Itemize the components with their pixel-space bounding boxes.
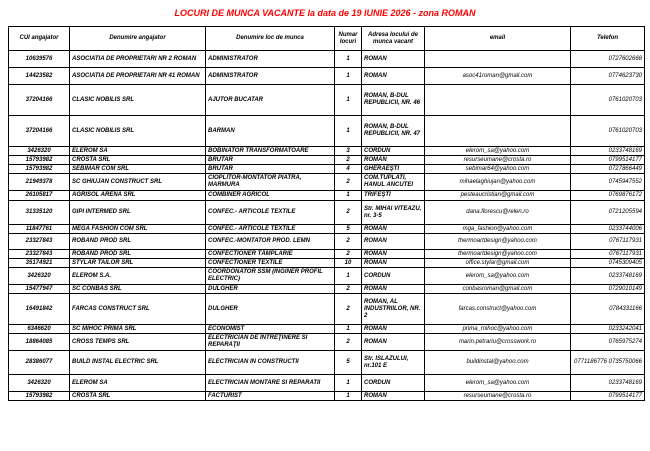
- table-row: [9, 392, 645, 401]
- cell-cui: 23327843: [9, 250, 70, 259]
- cell-job: CONFECTIONER TÂMPLĂRIE: [206, 250, 335, 259]
- cell-positions: 5: [335, 225, 362, 234]
- cell-job: CONFEC.- ARTICOLE TEXTILE: [206, 201, 335, 225]
- table-row: [9, 174, 645, 191]
- cell-employer: STYLAR TAILOR SRL: [70, 259, 206, 268]
- cell-phone: 0761020703: [571, 116, 645, 147]
- cell-email: elerom_sa@yahoo.com: [425, 268, 571, 285]
- cell-email: marin.petrariu@crosswork.ro: [425, 334, 571, 351]
- table-row: [9, 334, 645, 351]
- cell-employer: FARCAS CONSTRUCT SRL: [70, 294, 206, 325]
- cell-email: asoc41roman@gmail.com: [425, 68, 571, 85]
- cell-cui: 37204166: [9, 116, 70, 147]
- cell-email: elerom_sa@yahoo.com: [425, 147, 571, 156]
- cell-positions: 2: [335, 174, 362, 191]
- cell-email: sebimar64@yahoo.com: [425, 165, 571, 174]
- cell-employer: GIPI INTERMED SRL: [70, 201, 206, 225]
- cell-email: resurseumane@crosta.ro: [425, 156, 571, 165]
- cell-cui: 23327843: [9, 234, 70, 250]
- table-row: [9, 268, 645, 285]
- table-row: [9, 234, 645, 250]
- table-row: [9, 285, 645, 294]
- cell-phone: 0765975274: [571, 334, 645, 351]
- cell-phone: 0767117931: [571, 234, 645, 250]
- cell-phone: 0721205594: [571, 201, 645, 225]
- cell-address: ROMAN: [362, 225, 425, 234]
- cell-address: ROMAN: [362, 68, 425, 85]
- cell-employer: SC MIHOC PRIMA SRL: [70, 325, 206, 334]
- cell-job: BRUTAR: [206, 156, 335, 165]
- cell-employer: SC GHIUJAN CONSTRUCT SRL: [70, 174, 206, 191]
- cell-job: ECONOMIST: [206, 325, 335, 334]
- cell-positions: 10: [335, 259, 362, 268]
- cell-cui: 26105817: [9, 191, 70, 201]
- table-header-row: [9, 27, 645, 51]
- cell-phone: 0745309405: [571, 259, 645, 268]
- cell-job: FACTURIST: [206, 392, 335, 401]
- cell-positions: 1: [335, 375, 362, 392]
- cell-cui: 15793982: [9, 156, 70, 165]
- cell-cui: 35174921: [9, 259, 70, 268]
- cell-address: ROMAN: [362, 51, 425, 68]
- cell-address: ROMAN, B-DUL REPUBLICII, NR. 46: [362, 85, 425, 116]
- header-email: email: [425, 27, 571, 51]
- cell-phone: 0233748169: [571, 147, 645, 156]
- cell-cui: 15477947: [9, 285, 70, 294]
- vacancies-table: [8, 26, 645, 401]
- cell-email: dana.florescu@relen.ro: [425, 201, 571, 225]
- cell-address: CORDUN: [362, 268, 425, 285]
- cell-email: elerom_sa@yahoo.com: [425, 375, 571, 392]
- cell-email: farcas.construct@yahoo.com: [425, 294, 571, 325]
- cell-cui: 11847761: [9, 225, 70, 234]
- cell-phone: 0769876172: [571, 191, 645, 201]
- cell-cui: 10639576: [9, 51, 70, 68]
- cell-cui: 28386077: [9, 351, 70, 375]
- table-row: [9, 259, 645, 268]
- cell-phone: 0233744006: [571, 225, 645, 234]
- cell-job: DULGHER: [206, 285, 335, 294]
- cell-cui: 3426320: [9, 268, 70, 285]
- cell-cui: 37204166: [9, 85, 70, 116]
- cell-address: ROMAN: [362, 250, 425, 259]
- cell-address: ROMAN: [362, 325, 425, 334]
- cell-employer: CROSTA SRL: [70, 392, 206, 401]
- table-row: [9, 351, 645, 375]
- cell-positions: 2: [335, 294, 362, 325]
- header-positions: Numar locuri: [335, 27, 362, 51]
- cell-job: DULGHER: [206, 294, 335, 325]
- page-title: LOCURI DE MUNCA VACANTE la data de 19 IUNIE 2026 - zona ROMAN: [174, 8, 476, 18]
- cell-address: Str. MIHAI VITEAZU, nr. 3-5: [362, 201, 425, 225]
- cell-cui: 16491842: [9, 294, 70, 325]
- cell-employer: MEGA FASHION COM SRL: [70, 225, 206, 234]
- cell-employer: CROSTA SRL: [70, 156, 206, 165]
- cell-address: COM.TUPLATI, HANUL ANCUTEI: [362, 174, 425, 191]
- cell-phone: 0233748169: [571, 268, 645, 285]
- cell-employer: ROBAND PROD SRL: [70, 250, 206, 259]
- table-row: [9, 250, 645, 259]
- cell-phone: 0774623730: [571, 68, 645, 85]
- header-phone: Telefon: [571, 27, 645, 51]
- cell-job: CONFECTIONER TEXTILE: [206, 259, 335, 268]
- cell-employer: ELEROM SA: [70, 375, 206, 392]
- cell-job: ADMINISTRATOR: [206, 51, 335, 68]
- table-row: [9, 156, 645, 165]
- cell-positions: 1: [335, 85, 362, 116]
- cell-email: [425, 85, 571, 116]
- cell-address: ROMAN: [362, 285, 425, 294]
- cell-employer: ELEROM SA: [70, 147, 206, 156]
- table-row: [9, 147, 645, 156]
- cell-cui: 6346620: [9, 325, 70, 334]
- table-row: [9, 116, 645, 147]
- cell-phone: 0784331166: [571, 294, 645, 325]
- cell-cui: 15793982: [9, 165, 70, 174]
- table-row: [9, 294, 645, 325]
- cell-job: CIOPLITOR-MONTATOR PIATRA, MARMURA: [206, 174, 335, 191]
- cell-phone: 0799514177: [571, 156, 645, 165]
- cell-cui: 3426320: [9, 375, 70, 392]
- cell-employer: CLASIC NOBILIS SRL: [70, 85, 206, 116]
- cell-address: ROMAN: [362, 334, 425, 351]
- cell-positions: 2: [335, 285, 362, 294]
- cell-positions: 5: [335, 351, 362, 375]
- table-row: [9, 165, 645, 174]
- header-job: Denumire loc de munca: [206, 27, 335, 51]
- cell-cui: 15793982: [9, 392, 70, 401]
- cell-phone: 0761020703: [571, 85, 645, 116]
- cell-positions: 1: [335, 51, 362, 68]
- cell-job: BOBINATOR TRANSFORMATOARE: [206, 147, 335, 156]
- table-row: [9, 201, 645, 225]
- cell-employer: ELEROM S.A.: [70, 268, 206, 285]
- cell-cui: 14423582: [9, 68, 70, 85]
- cell-cui: 18864085: [9, 334, 70, 351]
- cell-job: CONFEC.-MONTATOR PROD. LEMN: [206, 234, 335, 250]
- cell-positions: 2: [335, 201, 362, 225]
- cell-employer: SC CONBAS SRL: [70, 285, 206, 294]
- cell-positions: 3: [335, 147, 362, 156]
- cell-job: AJUTOR BUCATAR: [206, 85, 335, 116]
- cell-phone: 0771186776 0735750066: [571, 351, 645, 375]
- cell-job: ADMINISTRATOR: [206, 68, 335, 85]
- cell-employer: ROBAND PROD SRL: [70, 234, 206, 250]
- cell-email: mihaelaghiujan@yahoo.com: [425, 174, 571, 191]
- cell-employer: ASOCIATIA DE PROPRIETARI NR 41 ROMAN: [70, 68, 206, 85]
- table-row: [9, 191, 645, 201]
- table-row: [9, 225, 645, 234]
- cell-email: mga_fashion@yahoo.com: [425, 225, 571, 234]
- cell-job: CONFEC.- ARTICOLE TEXTILE: [206, 225, 335, 234]
- cell-address: GHERĂEŞTI: [362, 165, 425, 174]
- cell-positions: 1: [335, 268, 362, 285]
- cell-email: office.stylar@gmail.com: [425, 259, 571, 268]
- cell-address: CORDUN: [362, 375, 425, 392]
- table-row: [9, 85, 645, 116]
- cell-email: pesteaucristian@gmail.com: [425, 191, 571, 201]
- cell-address: Str. ISLAZULUI, nr.101 E: [362, 351, 425, 375]
- cell-phone: 0745947552: [571, 174, 645, 191]
- table-row: [9, 51, 645, 68]
- cell-employer: CLASIC NOBILIS SRL: [70, 116, 206, 147]
- cell-positions: 1: [335, 116, 362, 147]
- table-row: [9, 68, 645, 85]
- cell-email: prima_mihoc@yahoo.com: [425, 325, 571, 334]
- cell-positions: 1: [335, 191, 362, 201]
- cell-job: COMBINER AGRICOL: [206, 191, 335, 201]
- cell-employer: AGRISOL ARENA SRL: [70, 191, 206, 201]
- cell-employer: CROSS TEMPS SRL: [70, 334, 206, 351]
- header-employer: Denumire angajator: [70, 27, 206, 51]
- cell-address: ROMAN: [362, 234, 425, 250]
- cell-address: CORDUN: [362, 147, 425, 156]
- cell-phone: 0729010149: [571, 285, 645, 294]
- cell-positions: 2: [335, 156, 362, 165]
- cell-email: [425, 51, 571, 68]
- cell-job: ELECTRICIAN IN CONSTRUCTII: [206, 351, 335, 375]
- cell-cui: 31335120: [9, 201, 70, 225]
- cell-email: [425, 116, 571, 147]
- cell-email: thermoartdesign@yahoo.com: [425, 234, 571, 250]
- header-cui: CUI angajator: [9, 27, 70, 51]
- cell-phone: 0767117931: [571, 250, 645, 259]
- cell-phone: 0727602668: [571, 51, 645, 68]
- cell-address: ROMAN: [362, 156, 425, 165]
- cell-email: thermoartdesign@yahoo.com: [425, 250, 571, 259]
- header-address: Adresa locului de munca vacant: [362, 27, 425, 51]
- cell-address: ROMAN: [362, 259, 425, 268]
- cell-email: conbasroman@gmail.com: [425, 285, 571, 294]
- cell-cui: 3426320: [9, 147, 70, 156]
- cell-email: buildinstal@yahoo.com: [425, 351, 571, 375]
- cell-positions: 1: [335, 68, 362, 85]
- table-row: [9, 375, 645, 392]
- cell-phone: 0727866449: [571, 165, 645, 174]
- cell-phone: 0233748169: [571, 375, 645, 392]
- cell-positions: 1: [335, 392, 362, 401]
- cell-employer: SEBIMAR COM SRL: [70, 165, 206, 174]
- cell-cui: 21949378: [9, 174, 70, 191]
- cell-phone: 0799514177: [571, 392, 645, 401]
- cell-job: ELECTRICIAN MONTARE SI REPARATII: [206, 375, 335, 392]
- cell-address: ROMAN: [362, 392, 425, 401]
- cell-positions: 2: [335, 234, 362, 250]
- cell-job: COORDONATOR SSM (INGINER PROFIL ELECTRIC): [206, 268, 335, 285]
- cell-positions: 2: [335, 250, 362, 259]
- table-row: [9, 325, 645, 334]
- cell-address: ROMAN, AL INDUSTRIILOR, NR. 2: [362, 294, 425, 325]
- cell-phone: 0233242041: [571, 325, 645, 334]
- cell-employer: ASOCIATIA DE PROPRIETARI NR 2 ROMAN: [70, 51, 206, 68]
- cell-job: ELECTRICIAN DE ÎNTREŢINERE SI REPARAŢII: [206, 334, 335, 351]
- cell-positions: 4: [335, 165, 362, 174]
- cell-email: resurseumane@crosta.ro: [425, 392, 571, 401]
- cell-address: ROMAN, B-DUL REPUBLICII, NR. 47: [362, 116, 425, 147]
- cell-job: BRUTAR: [206, 165, 335, 174]
- cell-address: TRIFEŞTI: [362, 191, 425, 201]
- cell-positions: 1: [335, 325, 362, 334]
- cell-employer: BUILD INSTAL ELECTRIC SRL: [70, 351, 206, 375]
- cell-job: BARMAN: [206, 116, 335, 147]
- cell-positions: 2: [335, 334, 362, 351]
